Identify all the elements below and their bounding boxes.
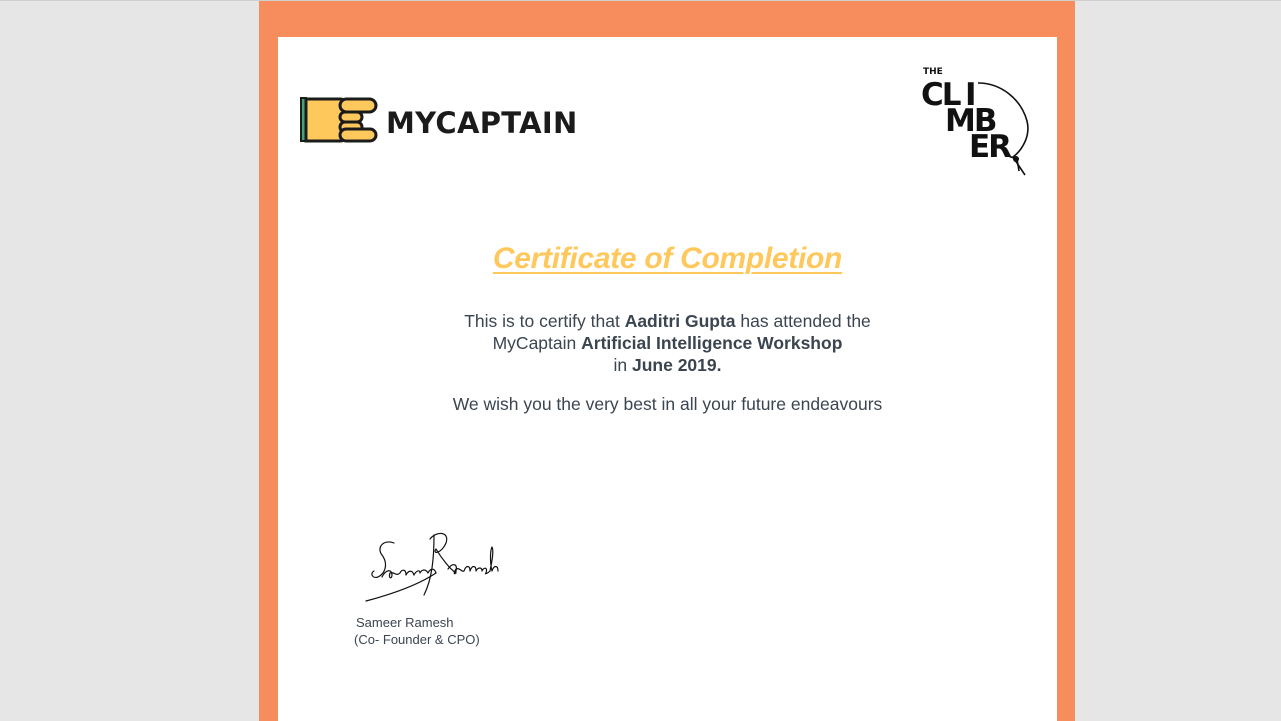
- recipient-name: Aaditri Gupta: [624, 311, 736, 331]
- svg-text:CL: CL: [921, 77, 960, 113]
- svg-text:ER: ER: [969, 129, 1011, 165]
- signature: [364, 529, 504, 605]
- signatory-name: Sameer Ramesh: [356, 615, 454, 630]
- completion-date: June 2019.: [631, 355, 722, 375]
- handwritten-signature-icon: [364, 529, 504, 605]
- course-name: Artificial Intelligence Workshop: [581, 333, 843, 353]
- signatory-role: (Co- Founder & CPO): [354, 632, 480, 647]
- certificate-body: [278, 310, 1057, 376]
- certificate-frame: [259, 1, 1075, 721]
- climber-rope-icon: [921, 65, 1033, 179]
- certificate-title: Certificate of Completion: [492, 242, 843, 275]
- wish-line: We wish you the very best in all your future endeavours: [452, 394, 883, 414]
- body-line-2: MyCaptain Artificial Intelligence Workshop: [492, 333, 843, 353]
- body-line-3: in June 2019.: [613, 355, 722, 375]
- svg-text:I: I: [965, 77, 977, 113]
- svg-text:THE: THE: [923, 67, 943, 77]
- mycaptain-wordmark: MYCAPTAIN: [386, 106, 578, 140]
- mycaptain-logo: [300, 91, 580, 147]
- svg-text:MB: MB: [945, 103, 996, 139]
- climber-logo: [921, 65, 1033, 179]
- certificate-sheet: [278, 37, 1057, 721]
- body-line-1: This is to certify that Aaditri Gupta has attended the: [464, 311, 871, 331]
- pointing-hand-icon: [300, 91, 580, 147]
